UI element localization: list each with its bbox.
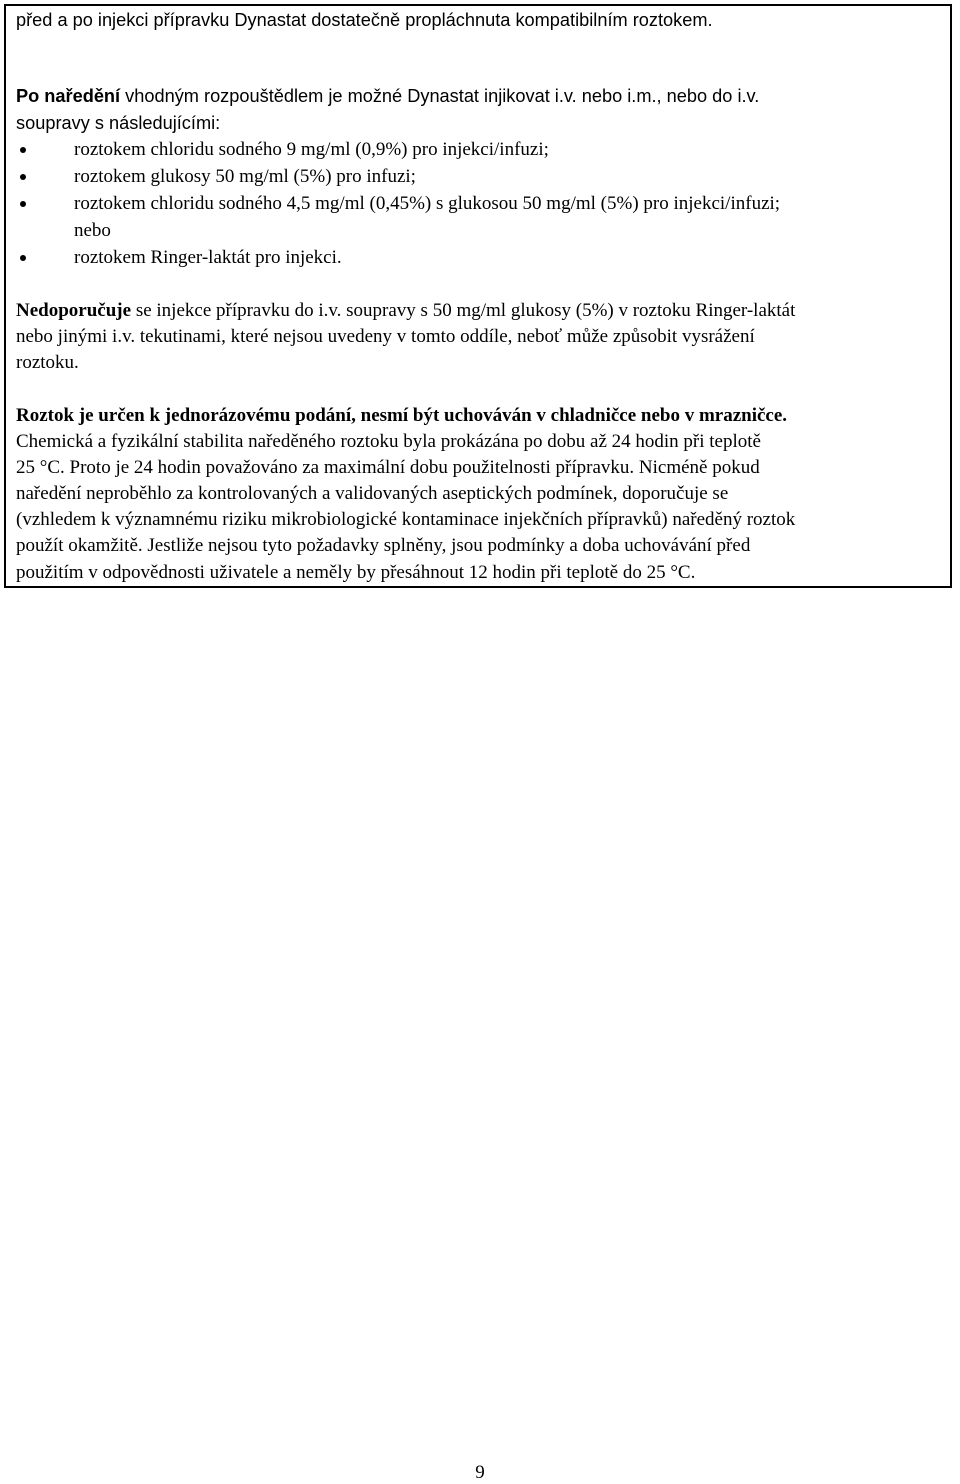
bullet-icon	[20, 255, 26, 261]
stability-line-4: (vzhledem k významnému riziku mikrobiologické kontaminace injekčních přípravků) naředěný roztok	[16, 509, 796, 530]
stability-bold: Roztok je určen k jednorázovému podání, nesmí být uchováván v chladničce nebo v mrazničce.	[16, 405, 788, 426]
stability-line-5: použít okamžitě. Jestliže nejsou tyto požadavky splněny, jsou podmínky a doba uchovávání před	[16, 535, 751, 556]
solution-item-2: roztokem glukosy 50 mg/ml (5%) pro infuzi;	[74, 166, 416, 187]
bullet-icon	[20, 147, 26, 153]
stability-line-6: použitím v odpovědnosti uživatele a neměly by přesáhnout 12 hodin při teplotě do 25 °C.	[16, 562, 696, 583]
not-recommended-line-3: roztoku.	[16, 352, 79, 373]
stability-line-1: Chemická a fyzikální stabilita naředěného roztoku byla prokázána po dobu až 24 hodin při teplotě	[16, 431, 761, 452]
stability-line-2: 25 °C. Proto je 24 hodin považováno za maximální dobu použitelnosti přípravku. Nicméně pokud	[16, 457, 760, 478]
not-recommended-line-2: nebo jinými i.v. tekutinami, které nejsou uvedeny v tomto oddíle, neboť může způsobit vysrážení	[16, 326, 755, 347]
bullet-icon	[20, 201, 26, 207]
dilution-bold: Po naředění	[16, 86, 121, 106]
stability-bold-line	[16, 403, 787, 429]
solution-continuation: nebo	[74, 220, 111, 241]
solution-item-4: roztokem Ringer-laktát pro injekci.	[74, 247, 342, 268]
not-recommended-rest: se injekce přípravku do i.v. soupravy s 50 mg/ml glukosy (5%) v roztoku Ringer-laktát	[131, 300, 796, 321]
page-number: 9	[475, 1462, 485, 1483]
bullet-icon	[20, 174, 26, 180]
dilution-rest: vhodným rozpouštědlem je možné Dynastat injikovat i.v. nebo i.m., nebo do i.v.	[120, 86, 760, 106]
dilution-line-1	[16, 83, 759, 109]
dilution-line-2: soupravy s následujícími:	[16, 113, 221, 133]
solution-item-1: roztokem chloridu sodného 9 mg/ml (0,9%) pro injekci/infuzi;	[74, 139, 549, 160]
not-recommended-bold: Nedoporučuje	[16, 300, 132, 321]
stability-line-3: naředění neproběhlo za kontrolovaných a validovaných aseptických podmínek, doporučuje se	[16, 483, 729, 504]
solution-item-3: roztokem chloridu sodného 4,5 mg/ml (0,45%) s glukosou 50 mg/ml (5%) pro injekci/infuzi;	[74, 193, 781, 214]
intro-line: před a po injekci přípravku Dynastat dostatečně propláchnuta kompatibilním roztokem.	[16, 10, 713, 30]
not-recommended-line-1	[16, 298, 795, 324]
